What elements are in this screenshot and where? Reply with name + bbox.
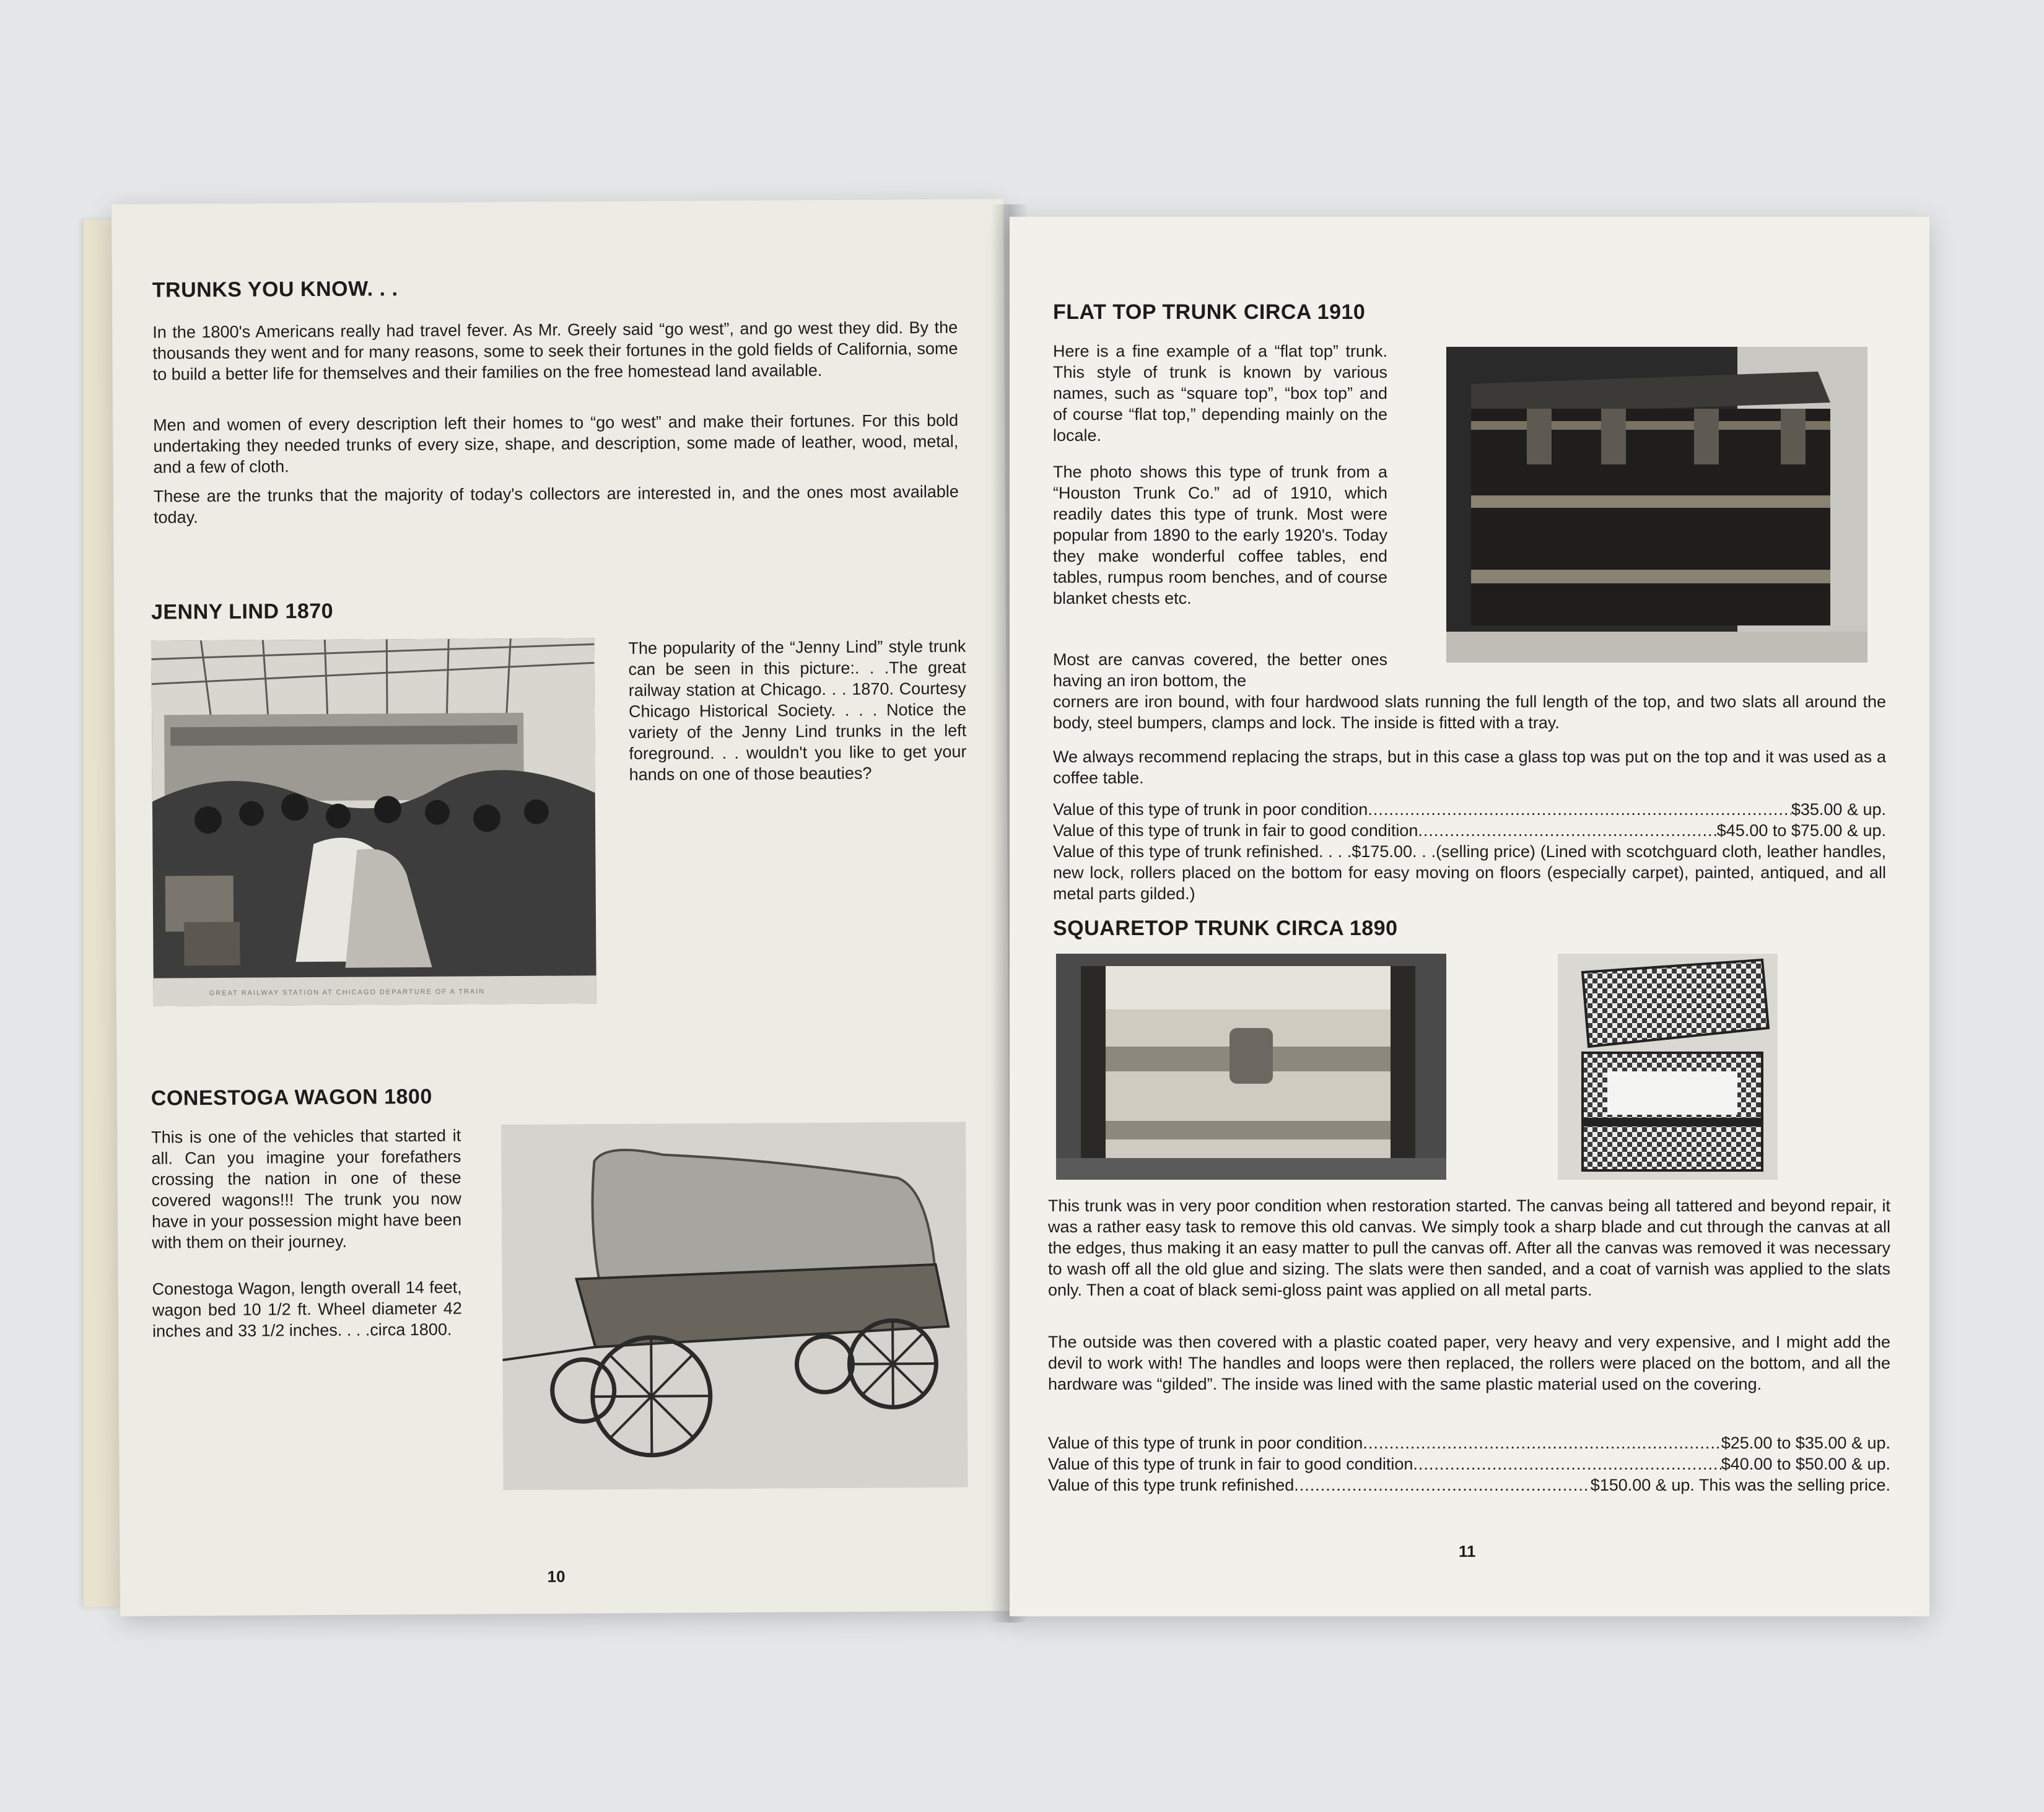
jenny-lind-heading: JENNY LIND 1870: [151, 599, 334, 624]
conestoga-heading: CONESTOGA WAGON 1800: [151, 1084, 432, 1110]
conestoga-paragraph-2: Conestoga Wagon, length overall 14 feet, wagon bed 10 1/2 ft. Wheel diameter 42 inches and 33 1/2 inches. . . .circa 1800.: [152, 1278, 462, 1341]
flat-top-paragraph-3-rest: corners are iron bound, with four hardwood slats running the full length of the top, and two slats all around the body, steel bumpers, clamps and lock. The inside is fitted with a tray.: [1053, 692, 1886, 732]
value-line: [1053, 799, 1886, 820]
value-label: Value of this type of trunk in poor condition: [1048, 1434, 1363, 1452]
railway-photo-caption: GREAT RAILWAY STATION AT CHICAGO DEPARTURE OF A TRAIN: [209, 988, 486, 998]
value-label: Value of this type of trunk in fair to good condition: [1053, 821, 1418, 840]
trunks-paragraph-2: Men and women of every description left their homes to “go west” and make their fortunes. For this bold undertaking they needed trunks of every size, shape, and description, some made of leather, wood, metal, and a few of cloth.: [153, 411, 959, 477]
value-line: [1053, 820, 1886, 841]
squaretop-trunk-photo-after: [1558, 954, 1778, 1180]
value-amount: $40.00 to $50.00 & up.: [1721, 1455, 1890, 1473]
railway-station-illustration: [151, 638, 596, 1006]
flat-top-paragraph-4: We always recommend replacing the straps, but in this case a glass top was put on the top and it was used as a coffee table.: [1053, 747, 1886, 787]
refinished-value-text: Value of this type of trunk refinished. . . .$175.00. . .(selling price) (Lined with scotchguard cloth, leather handles, new lock, rollers placed on the bottom for easy moving on floors (especially carpet), painted, antiqued, and all metal parts gilded.): [1053, 842, 1886, 903]
right-page: [1010, 217, 1929, 1616]
value-label: Value of this type trunk refinished: [1048, 1476, 1295, 1494]
railway-station-engraving: [151, 638, 596, 1006]
value-label: Value of this type of trunk in poor condition: [1053, 800, 1368, 819]
conestoga-paragraph-1: This is one of the vehicles that started it all. Can you imagine your forefathers crossing the nation in one of these covered wagons!!! The trunk you now have in your possession might have been with them on their journey.: [151, 1126, 462, 1252]
trunks-heading: TRUNKS YOU KNOW. . .: [152, 277, 398, 302]
value-line: [1048, 1474, 1890, 1496]
value-label: Value of this type of trunk in fair to good condition: [1048, 1455, 1413, 1473]
flat-top-value-list: [1053, 799, 1886, 904]
value-leader: [1363, 1432, 1721, 1453]
value-line: [1048, 1432, 1890, 1453]
value-amount: $150.00 & up. This was the selling price.: [1590, 1476, 1890, 1494]
flat-top-trunk-image: [1446, 347, 1867, 663]
value-amount: $45.00 to $75.00 & up.: [1716, 821, 1886, 840]
squaretop-trunk-before-image: [1056, 954, 1446, 1180]
flat-top-heading: FLAT TOP TRUNK CIRCA 1910: [1053, 300, 1366, 324]
trunks-paragraph-3: These are the trunks that the majority of today's collectors are interested in, and the ones most available today.: [153, 482, 959, 527]
value-amount: $25.00 to $35.00 & up.: [1721, 1434, 1890, 1452]
value-leader: [1368, 799, 1791, 820]
flat-top-paragraph-2: The photo shows this type of trunk from a “Houston Trunk Co.” ad of 1910, which readily dates this type of trunk. Most were popular from 1890 to the early 1920's. Today they make wonderful coffee tables, end tables, rumpus room benches, and of course blanket chests etc.: [1053, 463, 1387, 608]
flat-top-paragraph-3-start: Most are canvas covered, the better ones having an iron bottom, the: [1053, 650, 1387, 690]
page-number-right: 11: [1459, 1542, 1476, 1561]
page-number-left: 10: [547, 1567, 566, 1586]
left-page: [111, 199, 1012, 1616]
conestoga-wagon-illustration: [501, 1122, 968, 1491]
value-leader: [1413, 1453, 1721, 1474]
squaretop-trunk-after-image: [1558, 954, 1778, 1180]
value-line: [1048, 1453, 1890, 1474]
squaretop-value-list: [1048, 1432, 1890, 1496]
squaretop-trunk-photo-before: [1056, 954, 1446, 1180]
value-leader: [1294, 1474, 1590, 1496]
flat-top-trunk-photo: [1446, 347, 1867, 663]
value-leader: [1418, 820, 1716, 841]
jenny-lind-text: The popularity of the “Jenny Lind” style trunk can be seen in this picture:. . .The great railway station at Chicago. . . 1870. Courtesy Chicago Historical Society. . . . Notice the variety of the Jenny Lind trunks in the left foreground. . . wouldn't you like to get your hands on one of those beauties?: [628, 637, 967, 784]
value-amount: $35.00 & up.: [1791, 800, 1886, 819]
squaretop-paragraph-1: This trunk was in very poor condition when restoration started. The canvas being all tattered and beyond repair, it was a rather easy task to remove this old canvas. We simply took a sharp blade and cut through the canvas at all the edges, thus making it an easy matter to pull the canvas off. After all the canvas was removed it was necessary to wash off all the old glue and sizing. The slats were then sanded, and a coat of varnish was applied to the slats only. Then a coat of black semi-gloss paint was applied on all metal parts.: [1048, 1196, 1890, 1299]
squaretop-paragraph-2: The outside was then covered with a plastic coated paper, very heavy and very expensive, and I might add the devil to work with! The handles and loops were then replaced, the rollers were placed on the bottom, and all the hardware was “gilded”. The inside was lined with the same plastic material used on the covering.: [1048, 1333, 1890, 1393]
squaretop-heading: SQUARETOP TRUNK CIRCA 1890: [1053, 917, 1398, 940]
trunks-paragraph-1: In the 1800's Americans really had travel fever. As Mr. Greely said “go west”, and go west they did. By the thousands they went and for many reasons, some to seek their fortunes in the gold fields of California, some to build a better life for themselves and their families on the free homestead land available.: [152, 318, 958, 384]
conestoga-wagon-engraving: [501, 1122, 968, 1491]
flat-top-paragraph-1: Here is a fine example of a “flat top” trunk. This style of trunk is known by various names, such as “square top”, “box top” and of course “flat top,” depending mainly on the locale.: [1053, 342, 1387, 445]
